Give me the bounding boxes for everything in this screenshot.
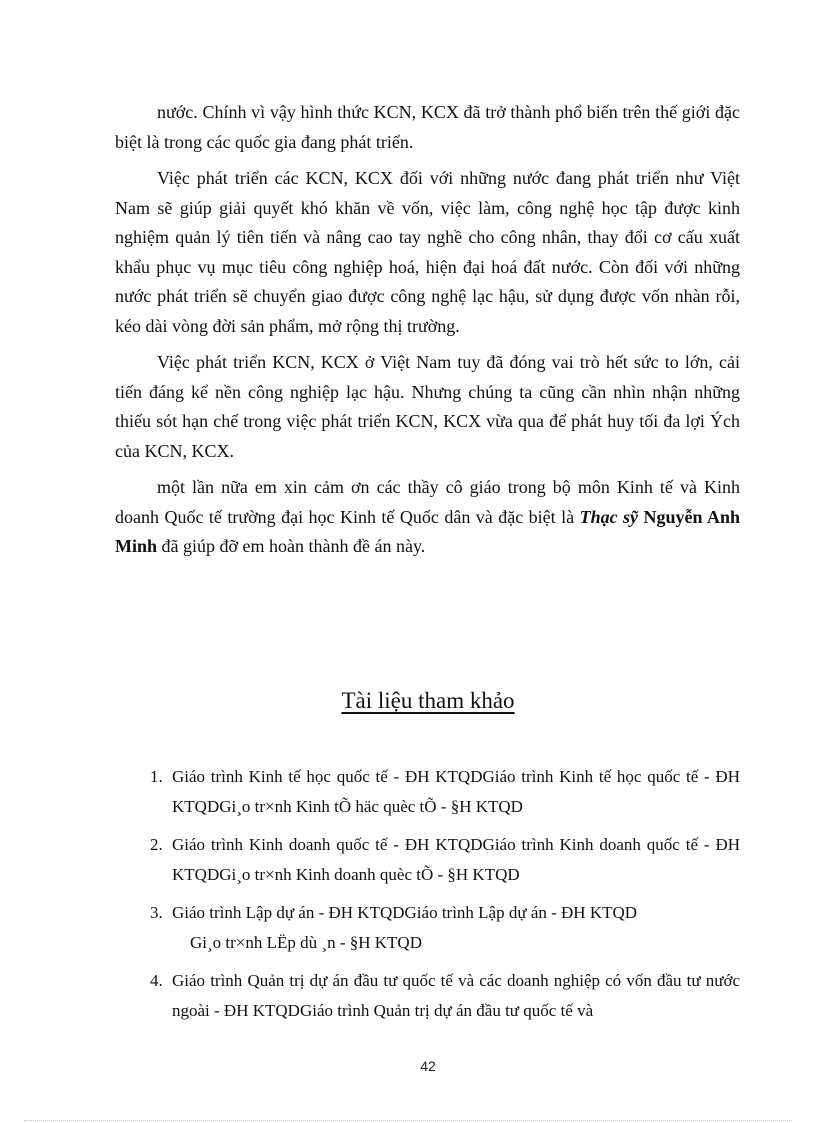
references-heading: Tài liệu tham khảo bbox=[341, 688, 515, 713]
page-number: 42 bbox=[420, 1058, 436, 1074]
closing-text: một lần nữa em xin cảm ơn các thầy cô giáo trong bộ môn Kinh tế và Kinh doanh Quốc tế trường đại học Kinh tế Quốc dân và đặc biệt là bbox=[115, 477, 740, 527]
reference-alt-text: Gi¸o tr×nh Kinh doanh quèc tÕ - §H KTQD bbox=[219, 864, 520, 884]
closing-end: đã giúp đỡ em hoàn thành đề án này. bbox=[157, 536, 426, 556]
reference-item bbox=[150, 762, 740, 821]
reference-alt-text: Gi¸o tr×nh LËp dù ¸n - §H KTQD bbox=[190, 932, 422, 952]
reference-text: Giáo trình Kinh tế học quốc tế - ĐH KTQDGiáo trình Kinh tế học quốc tế - ĐH KTQD bbox=[172, 767, 740, 816]
references-list bbox=[150, 762, 740, 1034]
reference-text: Giáo trình Lập dự án - ĐH KTQDGiáo trình Lập dự án - ĐH KTQD bbox=[172, 903, 638, 922]
advisor-title: Thạc sỹ bbox=[579, 506, 639, 527]
reference-number: 4. bbox=[150, 971, 163, 990]
reference-number: 1. bbox=[150, 767, 163, 786]
reference-item bbox=[150, 898, 740, 957]
reference-number: 2. bbox=[150, 835, 163, 854]
body-text bbox=[115, 98, 740, 569]
reference-text: Giáo trình Quản trị dự án đầu tư quốc tế và các doanh nghiệp có vốn đầu tư nước ngoài - ĐH KTQDGiáo trình Quản trị dự án đầu tư quốc tế và bbox=[172, 971, 740, 1020]
advisor-name: Nguyễn Anh Minh bbox=[115, 506, 740, 556]
reference-item bbox=[150, 830, 740, 889]
paragraph-1: nước. Chính vì vậy hình thức KCN, KCX đã trở thành phổ biến trên thế giới đặc biệt là trong các quốc gia đang phát triển. bbox=[115, 102, 740, 152]
reference-item bbox=[150, 966, 740, 1025]
reference-alt-text: Gi¸o tr×nh Kinh tÕ häc quèc tÕ - §H KTQD bbox=[219, 796, 523, 816]
paragraph-2: Việc phát triển các KCN, KCX đối với những nước đang phát triển như Việt Nam sẽ giúp giải quyết khó khăn về vốn, việc làm, công nghệ học tập được kinh nghiệm quản lý tiên tiến và nâng cao tay nghề cho công nhân, thay đổi cơ cấu xuất khẩu phục vụ mục tiêu công nghiệp hoá, hiện đại hoá đất nước. Còn đối với những nước phát triển sẽ chuyển giao được công nghệ lạc hậu, sử dụng được vốn nhàn rỗi, kéo dài vòng đời sản phẩm, mở rộng thị trường. bbox=[115, 168, 740, 336]
closing-paragraph bbox=[115, 473, 740, 562]
reference-number: 3. bbox=[150, 903, 163, 922]
page-bottom-rule bbox=[24, 1120, 792, 1121]
paragraph-3: Việc phát triển KCN, KCX ở Việt Nam tuy đã đóng vai trò hết sức to lớn, cải tiến đáng kể nền công nghiệp lạc hậu. Nhưng chúng ta cũng cần nhìn nhận những thiếu sót hạn chế trong việc phát triển KCN, KCX vừa qua để phát huy tối đa lợi Ých của KCN, KCX. bbox=[115, 352, 740, 461]
reference-text: Giáo trình Kinh doanh quốc tế - ĐH KTQDGiáo trình Kinh doanh quốc tế - ĐH KTQD bbox=[172, 835, 740, 884]
